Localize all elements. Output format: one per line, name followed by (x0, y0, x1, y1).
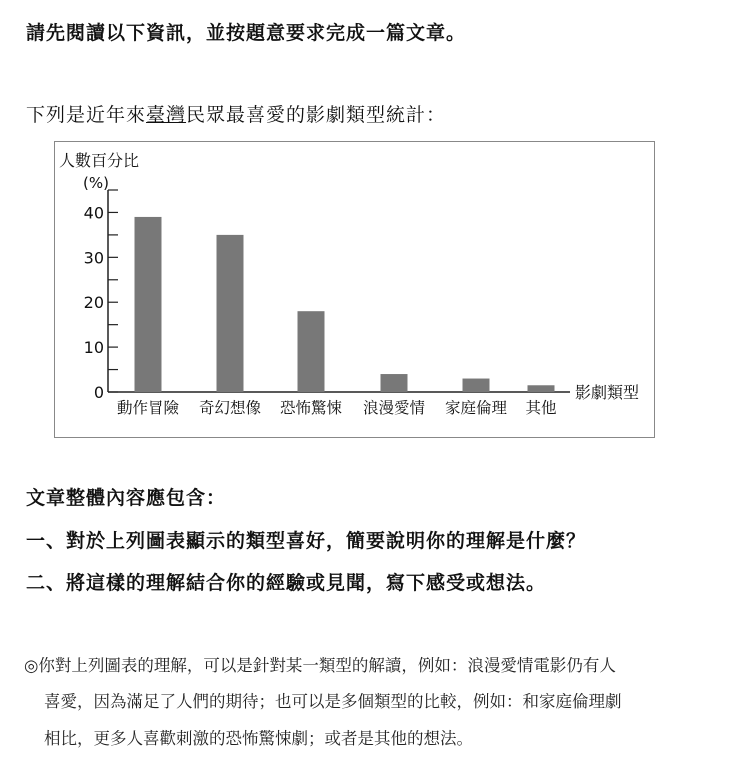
x-tick-label: 恐怖驚悚 (279, 399, 343, 417)
bar-2 (217, 235, 244, 392)
chart-svg (55, 142, 656, 439)
note-line-3: 相比，更多人喜歡刺激的恐怖驚悚劇；或者是其他的想法。 (44, 729, 473, 748)
x-tick-label: 其他 (525, 399, 557, 417)
requirement-2: 二、將這樣的理解結合你的經驗或見聞，寫下感受或想法。 (26, 572, 547, 594)
bar-6 (528, 385, 555, 392)
bar-1 (135, 217, 162, 392)
y-axis-label: 人數百分比 (59, 151, 140, 170)
requirements-heading: 文章整體內容應包含： (26, 487, 227, 509)
bar-4 (381, 374, 408, 392)
bar-3 (298, 311, 325, 392)
note-line-2: 喜愛，因為滿足了人們的期待；也可以是多個類型的比較，例如：和家庭倫理劇 (44, 692, 622, 711)
requirement-1: 一、對於上列圖表顯示的類型喜好，簡要說明你的理解是什麼？ (26, 530, 587, 552)
y-axis-unit: (%) (83, 174, 109, 192)
y-tick-label: 10 (83, 338, 104, 358)
caption-place: 臺灣 (146, 104, 187, 126)
caption-pre: 下列是近年來 (26, 104, 147, 126)
caption-post: 民眾最喜愛的影劇類型統計： (186, 104, 447, 126)
bar-chart (54, 141, 655, 438)
x-tick-label: 動作冒險 (116, 399, 180, 417)
x-tick-label: 浪漫愛情 (362, 399, 426, 417)
intro-text: 請先閱讀以下資訊，並按題意要求完成一篇文章。 (26, 22, 467, 44)
x-axis-label: 影劇類型 (575, 383, 640, 402)
y-tick-label: 30 (83, 248, 104, 268)
x-tick-label: 家庭倫理 (444, 399, 508, 417)
y-tick-label: 40 (83, 203, 104, 223)
chart-caption (26, 100, 446, 127)
y-tick-label: 0 (93, 383, 104, 402)
note-line-1: ◎你對上列圖表的理解，可以是針對某一類型的解讀，例如：浪漫愛情電影仍有人 (24, 656, 616, 675)
bar-5 (463, 379, 490, 392)
x-tick-label: 奇幻想像 (198, 399, 262, 417)
y-tick-label: 20 (83, 293, 104, 313)
